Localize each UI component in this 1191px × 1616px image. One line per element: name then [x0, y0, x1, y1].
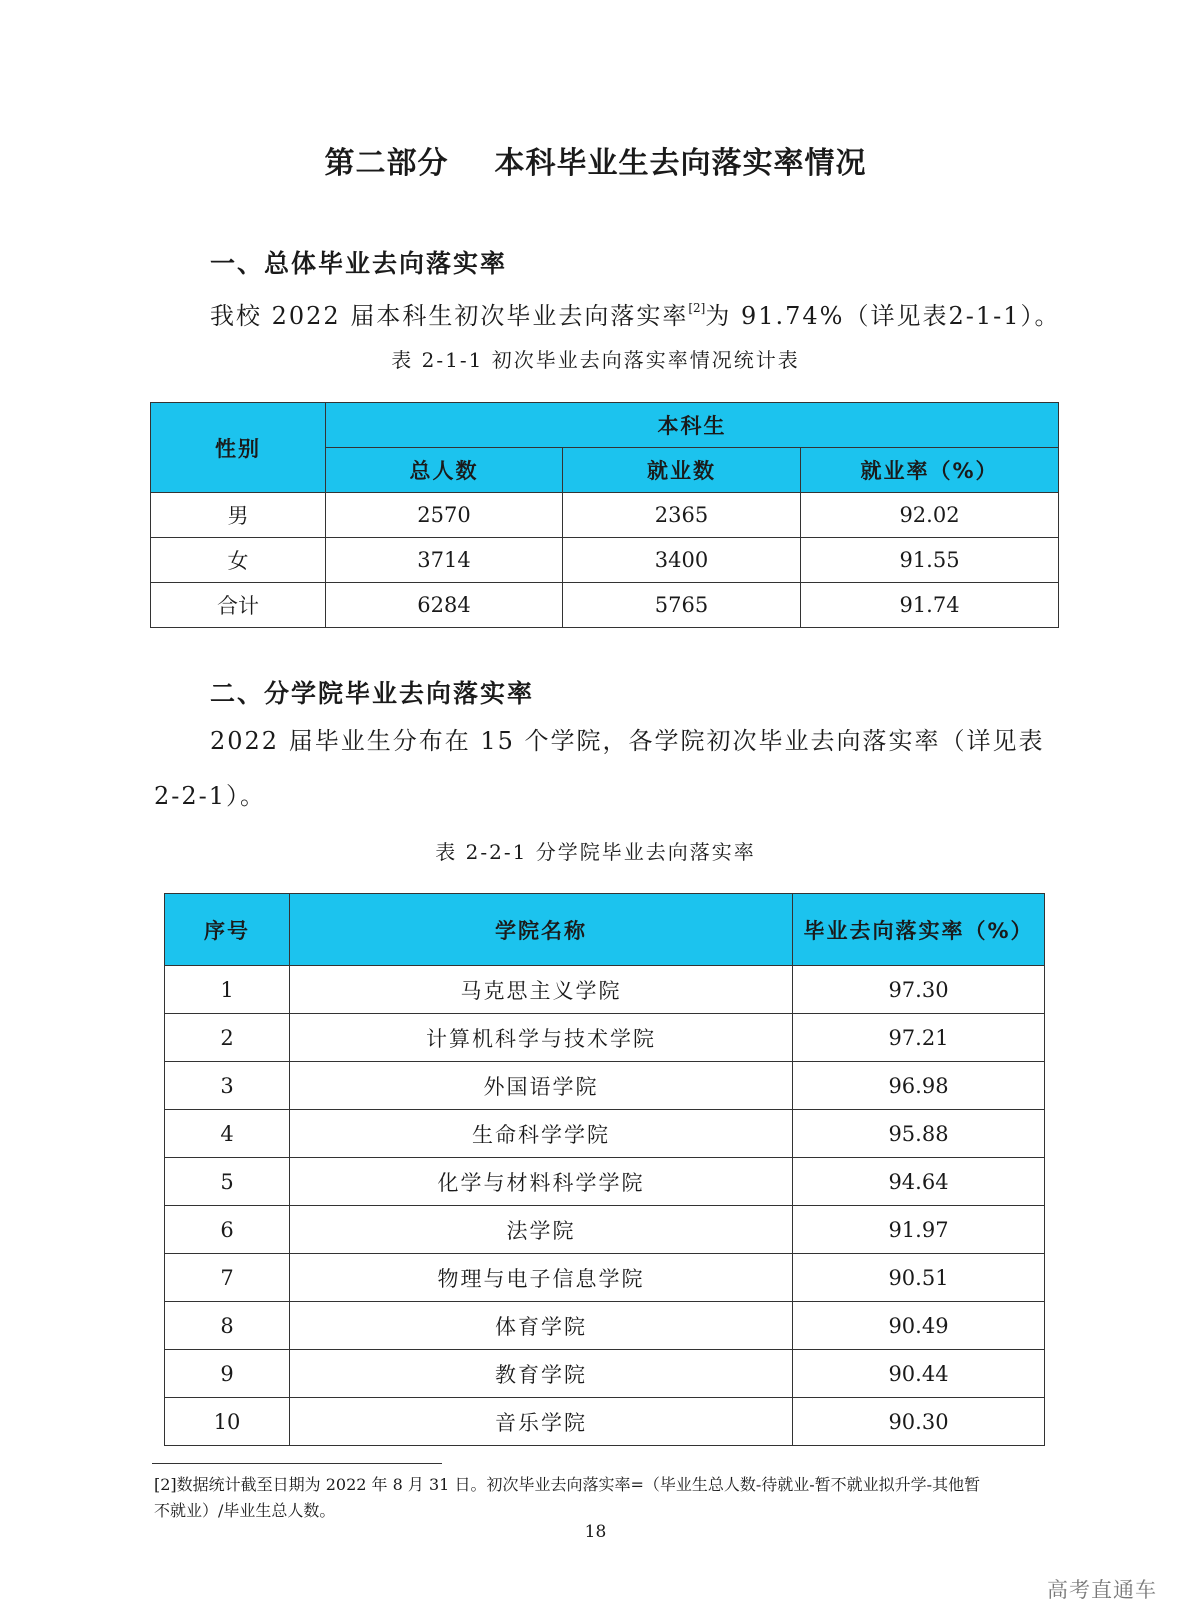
part-label: 第二部分 — [324, 146, 449, 181]
cell-rate: 91.97 — [793, 1206, 1045, 1254]
cell-college-name: 体育学院 — [290, 1302, 793, 1350]
paragraph-text-tail: 为 91.74%（详见表2-1-1）。 — [705, 302, 1061, 330]
header-total: 总人数 — [326, 448, 563, 493]
cell-rate: 97.30 — [793, 966, 1045, 1014]
table-row — [165, 1062, 1045, 1110]
cell-rate: 91.55 — [801, 538, 1059, 583]
cell-index: 7 — [165, 1254, 290, 1302]
table-caption: 表 2-1-1 初次毕业去向落实率情况统计表 — [391, 348, 800, 372]
header-index: 序号 — [165, 894, 290, 966]
cell-index: 5 — [165, 1158, 290, 1206]
cell-employed: 3400 — [563, 538, 801, 583]
cell-index: 2 — [165, 1014, 290, 1062]
cell-college-name: 马克思主义学院 — [290, 966, 793, 1014]
table-row — [165, 1254, 1045, 1302]
cell-employed: 5765 — [563, 583, 801, 628]
table-row — [151, 583, 1059, 628]
cell-total: 6284 — [326, 583, 563, 628]
cell-index: 9 — [165, 1350, 290, 1398]
header-undergrad: 本科生 — [326, 403, 1059, 448]
footnote-line2: 不就业）/毕业生总人数。 — [154, 1501, 336, 1520]
cell-rate: 90.49 — [793, 1302, 1045, 1350]
cell-rate: 90.51 — [793, 1254, 1045, 1302]
cell-index: 6 — [165, 1206, 290, 1254]
cell-index: 3 — [165, 1062, 290, 1110]
cell-college-name: 法学院 — [290, 1206, 793, 1254]
part-subtitle: 本科毕业生去向落实率情况 — [494, 146, 867, 181]
table-row — [165, 1302, 1045, 1350]
table-row — [165, 1014, 1045, 1062]
header-college-name: 学院名称 — [290, 894, 793, 966]
cell-college-name: 外国语学院 — [290, 1062, 793, 1110]
table-row — [165, 1398, 1045, 1446]
cell-rate: 92.02 — [801, 493, 1059, 538]
section-paragraph-line2: 2-2-1）。 — [154, 782, 267, 810]
college-rate-table — [164, 893, 1045, 1446]
page-number: 18 — [584, 1522, 607, 1542]
cell-rate: 90.44 — [793, 1350, 1045, 1398]
table-row — [151, 493, 1059, 538]
cell-index: 8 — [165, 1302, 290, 1350]
cell-college-name: 计算机科学与技术学院 — [290, 1014, 793, 1062]
cell-college-name: 化学与材料科学学院 — [290, 1158, 793, 1206]
cell-index: 1 — [165, 966, 290, 1014]
section-heading-overall: 一、总体毕业去向落实率 — [210, 249, 508, 278]
cell-rate: 91.74 — [801, 583, 1059, 628]
overall-rate-table — [150, 402, 1059, 628]
table-row — [165, 1350, 1045, 1398]
cell-total: 3714 — [326, 538, 563, 583]
cell-employed: 2365 — [563, 493, 801, 538]
header-rate: 就业率（%） — [801, 448, 1059, 493]
table-row — [151, 538, 1059, 583]
cell-total: 2570 — [326, 493, 563, 538]
table-row — [165, 1110, 1045, 1158]
header-employed: 就业数 — [563, 448, 801, 493]
cell-index: 4 — [165, 1110, 290, 1158]
cell-rate: 94.64 — [793, 1158, 1045, 1206]
footnote — [154, 1472, 1054, 1524]
cell-rate: 90.30 — [793, 1398, 1045, 1446]
header-placement-rate: 毕业去向落实率（%） — [793, 894, 1045, 966]
section-heading-by-college: 二、分学院毕业去向落实率 — [210, 679, 535, 708]
table-row — [165, 1158, 1045, 1206]
cell-gender: 合计 — [151, 583, 326, 628]
cell-rate: 96.98 — [793, 1062, 1045, 1110]
cell-gender: 女 — [151, 538, 326, 583]
paragraph-text: 我校 2022 届本科生初次毕业去向落实率 — [210, 302, 689, 330]
cell-rate: 97.21 — [793, 1014, 1045, 1062]
cell-gender: 男 — [151, 493, 326, 538]
footnote-separator — [152, 1463, 442, 1464]
cell-index: 10 — [165, 1398, 290, 1446]
footnote-line1: [2]数据统计截至日期为 2022 年 8 月 31 日。初次毕业去向落实率=（毕业生总人数-待就业-暂不就业拟升学-其他暂 — [154, 1475, 981, 1494]
page-title — [0, 138, 1191, 182]
table-caption: 表 2-2-1 分学院毕业去向落实率 — [435, 840, 756, 864]
cell-college-name: 物理与电子信息学院 — [290, 1254, 793, 1302]
table-row — [165, 1206, 1045, 1254]
watermark: 高考直通车 — [1047, 1578, 1157, 1602]
cell-college-name: 生命科学学院 — [290, 1110, 793, 1158]
header-gender: 性别 — [151, 403, 326, 493]
section-paragraph-overall — [210, 281, 1061, 343]
cell-college-name: 音乐学院 — [290, 1398, 793, 1446]
cell-rate: 95.88 — [793, 1110, 1045, 1158]
footnote-ref[interactable]: [2] — [688, 301, 706, 315]
table-row — [165, 966, 1045, 1014]
cell-college-name: 教育学院 — [290, 1350, 793, 1398]
section-paragraph-line1: 2022 届毕业生分布在 15 个学院，各学院初次毕业去向落实率（详见表 — [210, 727, 1045, 755]
